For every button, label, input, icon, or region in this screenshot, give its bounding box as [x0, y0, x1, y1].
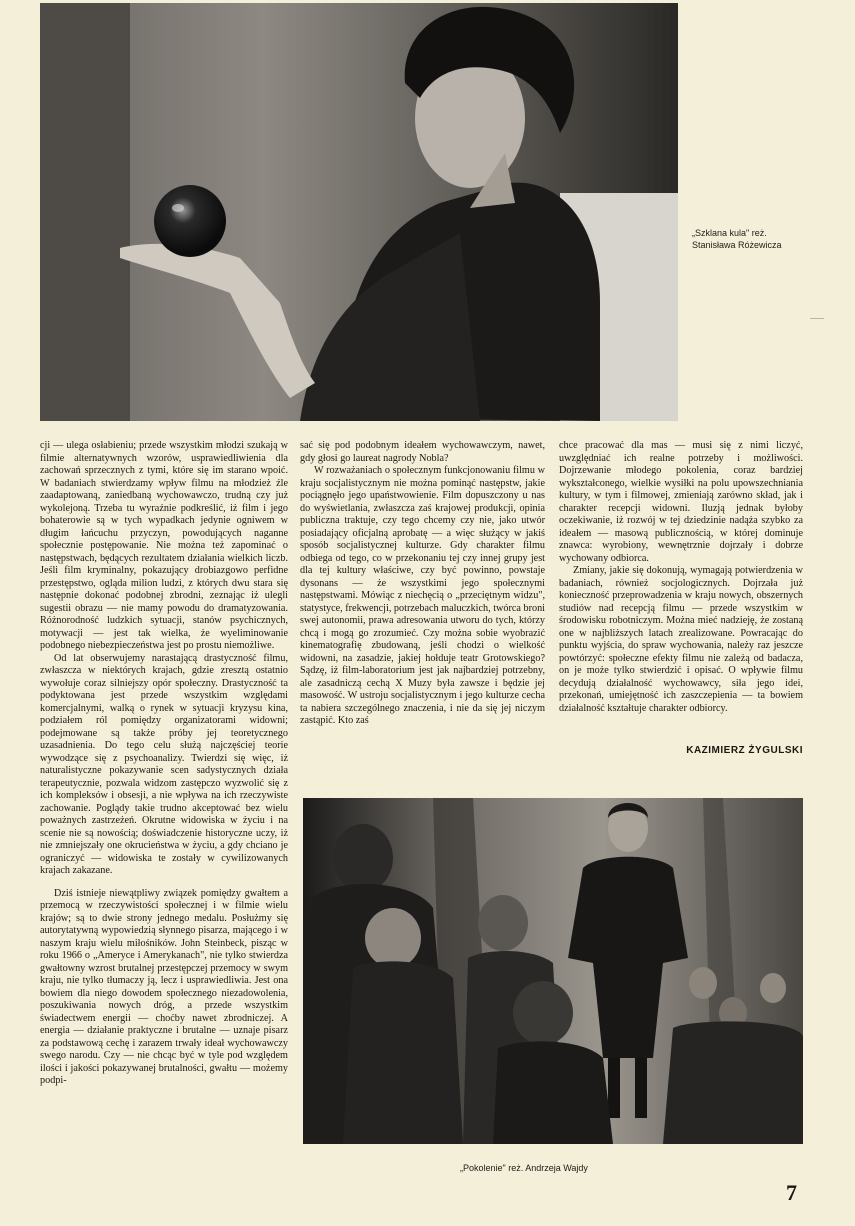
article-column-2 — [300, 440, 545, 728]
paragraph: Zmiany, jakie się dokonują, wymagają potwierdzenia w badaniach, również socjologicznych. Dojrzała już konieczność przeprowadzenia w kraju nowych, obszernych studiów nad recepcją filmu — przede wszystkim w środowisku robotniczym. Można mieć nadzieję, że zostaną one w najbliższych latach zrealizowane. Powracając do punktu wyjścia, do spraw wychowania, należy raz jeszcze powtórzyć: społeczne efekty filmu nie zależą od badacza, on je może tylko stwierdzić i opisać. O wpływie filmu decydują działalność wychowawcy, siła jego idei, przekonań, umiejętność ich zaszczepienia — ta bowiem działalność kształtuje charakter odbiorcy. — [559, 565, 803, 714]
bottom-photo-caption: „Pokolenie" reż. Andrzeja Wajdy — [460, 1163, 588, 1173]
top-caption-director: Stanisława Różewicza — [692, 240, 782, 250]
paragraph: chce pracować dla mas — musi się z nimi liczyć, uwzględniać ich realne potrzeby i możliwości. Dojrzewanie młodego pokolenia, coraz bardziej wykształconego, wielkie wysiłki na polu upowszechniania kultury, w tym i filmowej, zmieniają zarówno skład, jak i charakter recepcji widowni. Iluzją jednak byłoby oczekiwanie, iż rozwój w tej dziedzinie nadąża szybko za ideałem — masową publicznością, w której dominuje znawca: wyrobiony, wewnętrznie dojrzały i dobrze wychowany odbiorca. — [559, 440, 803, 564]
page-number: 7 — [786, 1180, 797, 1205]
article-column-3 — [559, 440, 803, 715]
top-caption-title: „Szklana kula" reż. — [692, 228, 767, 238]
margin-mark — [810, 318, 824, 319]
paragraph: Dziś istnieje niewątpliwy związek pomiędzy gwałtem a przemocą w rzeczywistości społecznej i w filmie wielu krajów; są to dwie strony jednego medalu. Posłużmy się autorytatywną wypowiedzią słynnego pisarza, mającego i w naszym kraju wielu miłośników. John Steinbeck, pisząc w roku 1966 o „Ameryce i Amerykanach", nie tylko stwierdza gwałtowny wzrost brutalnej przestępczej przemocy w swym kraju, nie tylko tłumaczy ją, lecz i usprawiedliwia. Jest ona bowiem dla niego dowodem społecznego niezadowolenia, poszukiwania nowych dróg, a przede wszystkim świadectwem energii — choćby nawet zbrodniczej. A energia — działanie praktyczne i brutalne — uznaje pisarz za podstawową cechę i zarazem trwały ideał wychowawczy swego narodu. Czy — nie chcąc być w tyle pod względem ilości i jakości pokazywanej brutalności, gwałtu — możemy podpi- — [40, 887, 288, 1086]
film-still-image — [40, 3, 678, 421]
film-still-szklana-kula — [40, 3, 678, 421]
film-still-pokolenie — [303, 798, 803, 1144]
article-column-1 — [40, 440, 288, 1088]
paragraph: sać się pod podobnym ideałem wychowawczym, nawet, gdy głosi go laureat nagrody Nobla? — [300, 440, 545, 464]
top-photo-caption — [692, 227, 822, 251]
article-author: KAZIMIERZ ŻYGULSKI — [686, 745, 803, 756]
paragraph: cji — ulega osłabieniu; przede wszystkim młodzi szukają w filmie alternatywnych wzorów, usprawiedliwienia dla zachowań sprzecznych z tymi, które się im starano wpoić. W badaniach stwierdzamy wpływ filmu na młodzież źle zaadaptowaną, zaniedbaną wychowawczo, trudną czy już wykolejoną. Trzeba tu wyraźnie podkreślić, iż film i jego bohaterowie są w tych wypadkach jedynie ogniwem w długim łańcuchu przyczyn, powodujących naganne społecznie postępowanie. Nie można też zapominać o następstwach, będących rezultatem działania wielkich liczb. Jeśli film kryminalny, pokazujący drobiazgowo perfidne przestępstwo, ogląda milion ludzi, z których dwu stara się następnie dokonać podobnej zbrodni, zeznając iż ulegli sugestii obrazu — nie mamy powodu do dramatyzowania. Różnorodność ludzkich sytuacji, stanów psychicznych, motywacji — jest tak wielka, że wyeliminowanie podobnego niebezpieczeństwa jest po prostu niemożliwe. — [40, 440, 288, 651]
paragraph: Od lat obserwujemy narastającą drastyczność filmu, zwłaszcza w niektórych krajach, gdzie zresztą ostatnio wywołuje coraz silniejszy opór społeczny. Drastyczność ta podyktowana jest przede wszystkim względami komercjalnymi, walką o rynek w sytuacji kryzysu kina, podziałem ról pomiędzy organizatorami widowni; podejmowane są także próby jej teoretycznego uzasadnienia. Do tego celu służą najczęściej teorie wywodzące się z psychoanalizy. Twierdzi się więc, iż naturalistyczne pokazywanie scen sadystycznych działa terapeutycznie, pozwala widzom zastępczo wyzwolić się z ich kompleksów i obsesji, a nie wpływa na ich rzeczywiste zachowanie. Poglądy takie trudno akceptować bez wielu poważnych zastrzeżeń. Okrutne widowiska w życiu i na scenie nie są nowością; doświadczenie historyczne uczy, iż nie zmniejszały one okrucieństwa w życiu, a gdy chciano je ograniczyć — widowiska te zostały w cywilizowanych krajach zakazane. — [40, 652, 288, 876]
paragraph: W rozważaniach o społecznym funkcjonowaniu filmu w kraju socjalistycznym nie można pominąć następstw, jakie pociągnęło jego upaństwowienie. Film dopuszczony u nas do wyświetlania, zwłaszcza zaś krajowej produkcji, opinia publiczna traktuje, czy tego chcemy czy nie, jako utwór posiadający oficjalną aprobatę — a więc służący w jakiś sposób socjalistycznej kulturze. Gdy charakter filmu odbiega od tego, co w przekonaniu tej czy innej grupy jest dla tej kultury właściwe, czy być powinno, powstaje dysonans — że wszystkimi jego społecznymi następstwami. Mówiąc z niechęcią o „przeciętnym widzu", statystyce, frekwencji, potrzebach maluczkich, twórca broni swej autonomii, prawa adresowania utworu do tych, którzy chcą i mogą go zrozumieć. Czy można sobie wyobrazić kinematografię zbudowaną, jeśli chodzi o wielkość widowni, na zasadzie, jakiej hołduje teatr Grotowskiego? Sądzę, iż film-laboratorium jest jak najbardziej potrzebny, ale zasadniczą cechą X Muzy była zawsze i będzie jej masowość. W ustroju socjalistycznym i jego kulturze cecha ta nabiera szczególnego znaczenia, i nie da się jej niczym zastąpić. Kto zaś — [300, 465, 545, 726]
film-still-image — [303, 798, 803, 1144]
